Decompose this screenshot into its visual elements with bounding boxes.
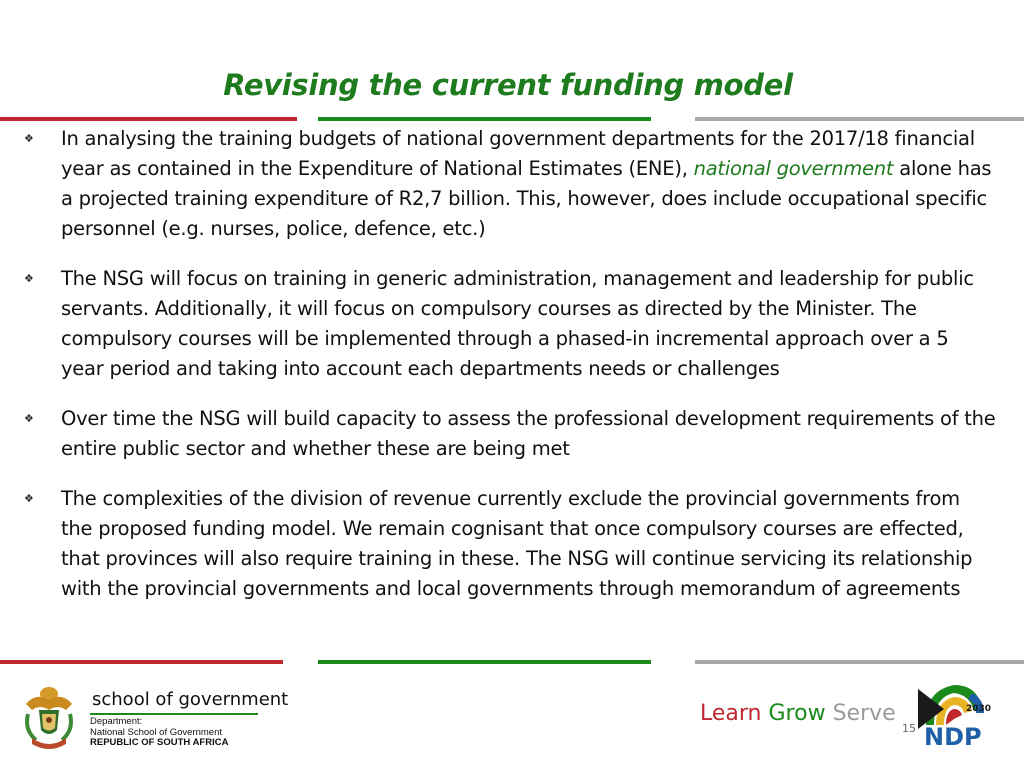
tagline-learn: Learn (700, 701, 762, 726)
bullet-item (24, 404, 996, 464)
bullet-text: The complexities of the division of revenue currently exclude the provincial governments from the proposed funding model. We remain cognisant that once compulsory courses are effected, that provinces will also require training in these. The NSG will continue servicing its relationship with the provincial governments and local governments through memorandum of agreements (61, 487, 973, 600)
slide-title: Revising the current funding model (223, 68, 793, 102)
country-name: REPUBLIC OF SOUTH AFRICA (90, 737, 229, 748)
tagline-grow: Grow (768, 701, 826, 726)
ndp-year: 2030 (966, 704, 992, 714)
bullet-item (24, 264, 996, 384)
department-name: National School of Government (90, 726, 223, 738)
tagline-serve: Serve (832, 701, 896, 726)
diamond-bullet-icon: ❖ (24, 272, 34, 285)
ndp-2030-logo (914, 679, 992, 751)
school-underline (90, 713, 258, 715)
bottom-rule-green (318, 660, 651, 664)
bullet-item (24, 484, 996, 604)
bullet-text-part: In analysing the training budgets of national government departments for the 2017/18 financial year as contained in the Expenditure of National Estimates (ENE), (61, 127, 975, 180)
department-label: Department: (90, 716, 143, 727)
bottom-rule-red (0, 660, 283, 664)
top-rule-green (318, 117, 651, 121)
school-name: school of government (92, 689, 289, 710)
top-rule-red (0, 117, 297, 121)
diamond-bullet-icon: ❖ (24, 412, 34, 425)
bullet-emphasis: national government (693, 157, 894, 180)
page-number: 15 (902, 722, 916, 735)
tagline (700, 701, 896, 726)
department-block (90, 717, 228, 749)
bottom-rule-grey (695, 660, 1024, 664)
diamond-bullet-icon: ❖ (24, 492, 34, 505)
bullet-text: The NSG will focus on training in generic administration, management and leadership for public servants. Additionally, it will focus on compulsory courses as directed by the Minister. The compulsory courses will be implemented through a phased-in incremental approach over a 5 year period and taking into account each departments needs or challenges (61, 267, 974, 380)
bullet-text: Over time the NSG will build capacity to assess the professional development requirements of the entire public sector and whether these are being met (61, 407, 996, 460)
ndp-text: NDP (924, 723, 982, 751)
top-rule-grey (695, 117, 1024, 121)
bullet-list (24, 124, 996, 624)
bullet-item (24, 124, 996, 244)
coat-of-arms-logo (22, 680, 76, 754)
bullet-text-part: alone has a projected training expenditure of R2,7 billion. This, however, does include occupational specific personnel (e.g. nurses, police, defence, etc.) (61, 157, 992, 240)
diamond-bullet-icon: ❖ (24, 132, 34, 145)
